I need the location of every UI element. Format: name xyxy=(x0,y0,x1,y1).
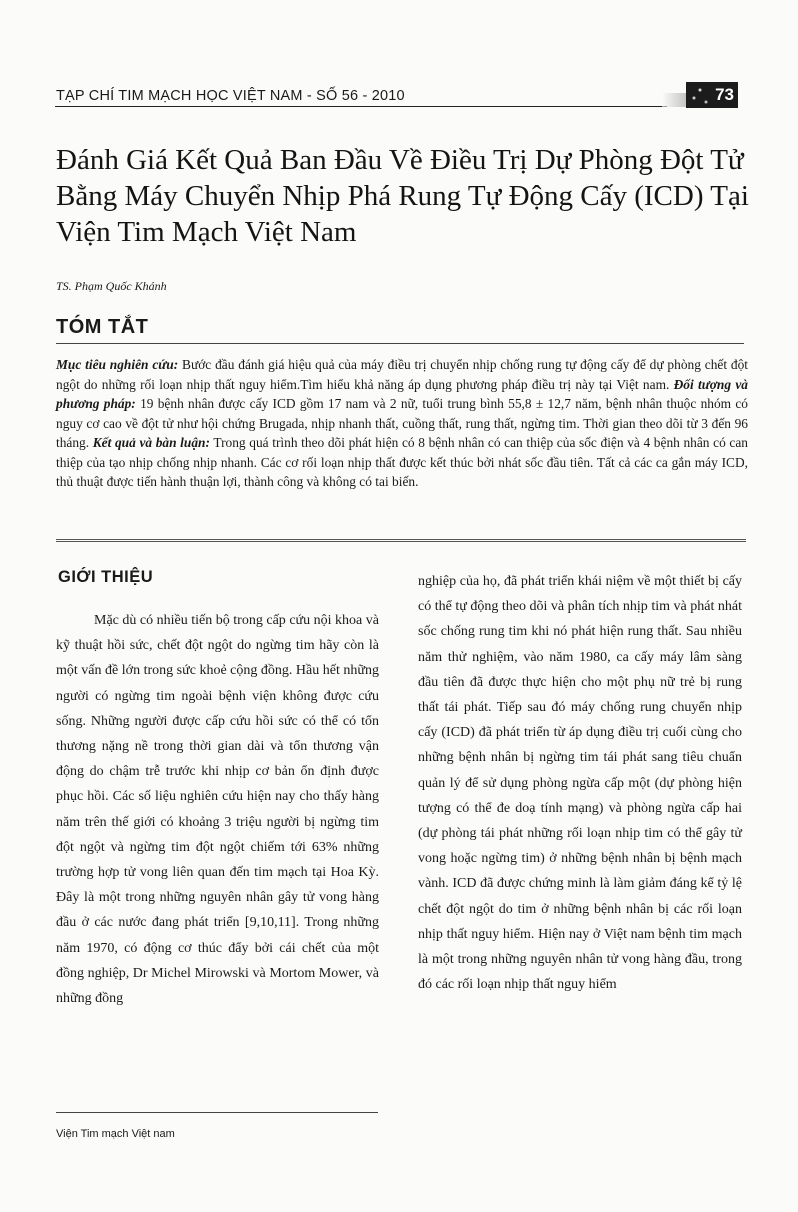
objective-label: Mục tiêu nghiên cứu: xyxy=(56,357,179,372)
objective-text: Bước đầu đánh giá hiệu quả của máy điều trị chuyển nhịp chống rung tự động cấy để dự phòng chết đột ngột do những rối loạn nhịp thất nguy hiểm.Tìm hiểu khả năng áp dụng phương pháp điều trị này tại Việt nam. xyxy=(56,357,748,392)
results-label: Kết quả và bàn luận: xyxy=(92,435,210,450)
header-rule xyxy=(55,106,667,107)
running-header: TẠP CHÍ TIM MẠCH HỌC VIỆT NAM - SỐ 56 - 2010 xyxy=(56,88,405,104)
results-text: Trong quá trình theo dõi phát hiện có 8 bệnh nhân có can thiệp của sốc điện và 4 bệnh nhân có can thiệp của tạo nhịp chống nhịp nhanh. Các cơ rối loạn nhịp thất được kết thúc bởi nhát sốc đầu tiên. Tất cả các ca gắn máy ICD, thủ thuật được tiến hành thuận lợi, thành công và không có tai biến. xyxy=(56,435,748,489)
section-divider xyxy=(56,539,746,542)
introduction-column-left: Mặc dù có nhiều tiến bộ trong cấp cứu nội khoa và kỹ thuật hồi sức, chết đột ngột do ngừng tim hãy còn là một vấn đề lớn trong sức khoẻ cộng đồng. Hầu hết những người có ngừng tim ngoài bệnh viện không được cứu sống. Những người được cấp cứu hồi sức có thể có tổn thương nặng nề trong thời gian dài và tổn thương vận động do chậm trễ trước khi nhịp cơ bản ổn định được phục hồi. Các số liệu nghiên cứu hiện nay cho thấy hàng năm trên thế giới có khoảng 3 triệu người bị ngừng tim đột ngột và ngừng tim đột ngột chiếm tới 63% những trường hợp tử vong liên quan đến tim mạch tại Hoa Kỳ. Đây là một trong những nguyên nhân gây tử vong hàng đầu ở các nước đang phát triển [9,10,11]. Trong những năm 1970, có động cơ thúc đẩy bởi cái chết của một đồng nghiệp, Dr Michel Mirowski và Mortom Mower, và những đồng xyxy=(56,613,379,1007)
article-title: Đánh Giá Kết Quả Ban Đầu Về Điều Trị Dự Phòng Đột Tử Bằng Máy Chuyển Nhịp Phá Rung Tự Động Cấy (ICD) Tại Viện Tim Mạch Việt Nam xyxy=(56,144,749,248)
abstract-heading: TÓM TẮT xyxy=(56,316,149,338)
footnote-rule xyxy=(56,1112,378,1113)
methods-label: Đối tượng và phương pháp: xyxy=(56,376,748,411)
page-badge-ornament xyxy=(662,93,688,107)
page-number: 73 xyxy=(715,85,734,104)
introduction-heading: GIỚI THIỆU xyxy=(58,568,154,586)
page-number-badge xyxy=(686,82,738,108)
author-affiliation: Viện Tim mạch Việt nam xyxy=(56,1128,175,1140)
author-line: TS. Phạm Quốc Khánh xyxy=(56,279,167,293)
methods-text: 19 bệnh nhân được cấy ICD gồm 17 nam và 2 nữ, tuổi trung bình 55,8 ± 12,7 năm, bệnh nhân thuộc nhóm có nguy cơ cao về đột tử như hội chứng Brugada, nhịp nhanh thất, cuồng thất, rung thất, ngừng tim. Thời gian theo dõi từ 3 đến 96 tháng. xyxy=(56,396,748,450)
introduction-column-right: nghiệp của họ, đã phát triển khái niệm về một thiết bị cấy có thể tự động theo dõi và phân tích nhịp tim và phát nhát sốc chống rung tim khi nó phát hiện rung thất. Sau nhiều năm thử nghiệm, vào năm 1980, ca cấy máy lâm sàng đầu tiên đã được thực hiện cho một phụ nữ trẻ bị rung thất tái phát. Tiếp sau đó máy chống rung chuyển nhịp cấy (ICD) đã phát triển từ áp dụng điều trị cuối cùng cho những bệnh nhân bị ngừng tim tái phát sang tiêu chuẩn quản lý để sử dụng phòng ngừa cấp một (dự phòng hiện tượng có thể đe doạ tính mạng) và phòng ngừa cấp hai (dự phòng tái phát những rối loạn nhịp tim có thể gây tử vong hoặc ngừng tim) ở những bệnh nhân bị bệnh mạch vành. ICD đã được chứng minh là làm giảm đáng kể tỷ lệ chết đột ngột do tim ở những bệnh nhân bị các rối loạn nhịp thất nguy hiểm. Hiện nay ở Việt nam bệnh tim mạch là một trong những nguyên nhân tử vong hàng đầu, trong đó các rối loạn nhịp thất nguy hiểm xyxy=(418,574,742,993)
abstract-body xyxy=(56,355,748,492)
abstract-rule xyxy=(56,343,744,344)
